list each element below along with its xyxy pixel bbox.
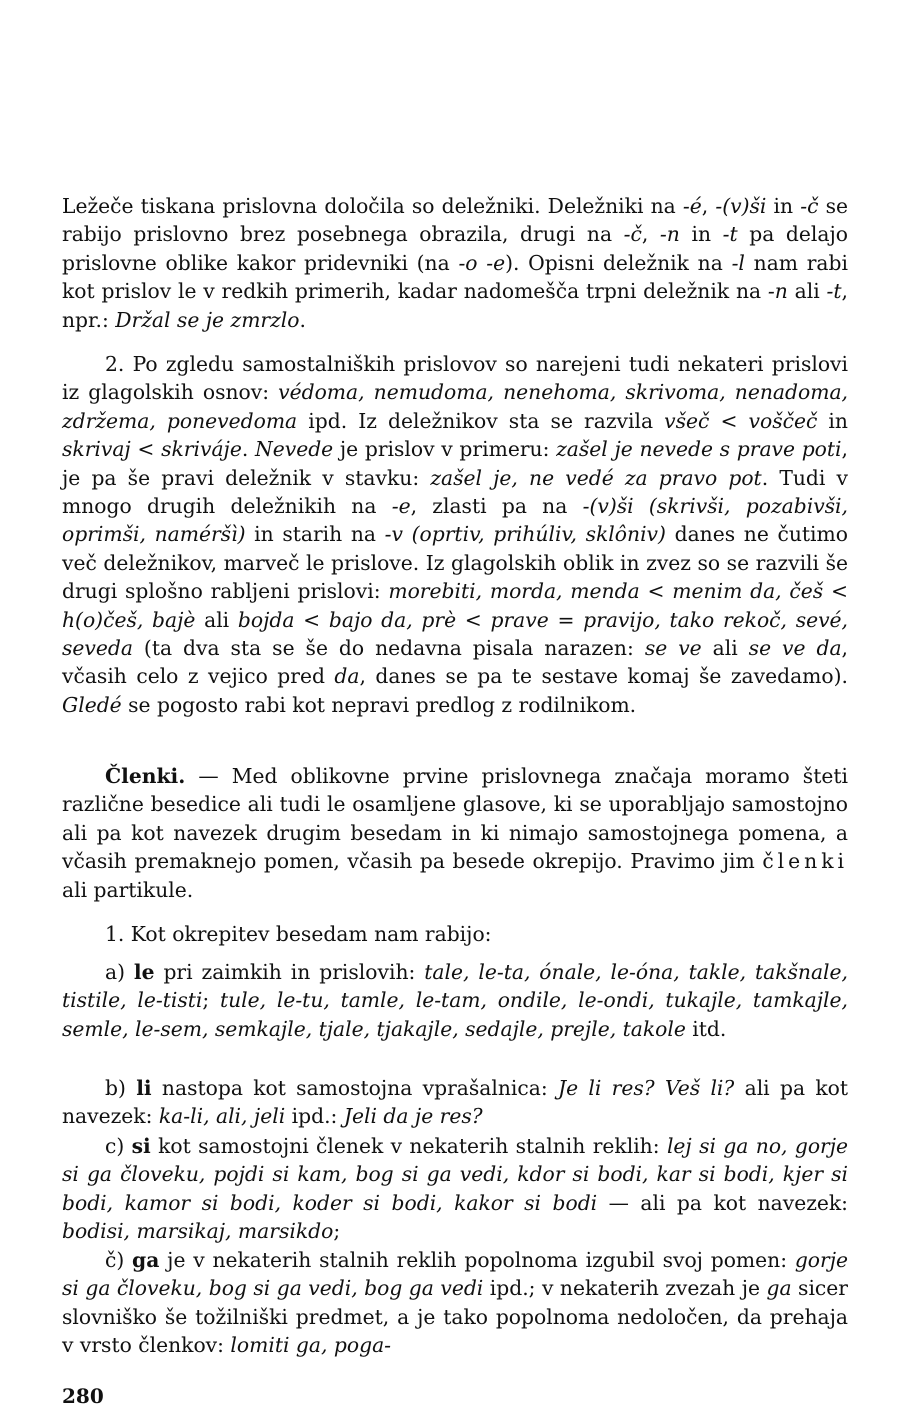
text: < <box>294 607 329 632</box>
text: , <box>641 222 660 247</box>
italic-text: ka-li, ali, jeli <box>158 1104 286 1129</box>
text: danes ne čutimo več deležnikov, marveč le prislove. Iz glagolskih oblik in zvez so se razvili še drugi splošno rabljeni prislovi: <box>62 522 848 604</box>
text: — ali pa kot navezek: <box>597 1190 849 1215</box>
text: ipd.: <box>285 1104 344 1129</box>
text: , zlasti pa na <box>410 494 583 519</box>
text: b) <box>105 1076 137 1100</box>
bold-term: si <box>131 1134 151 1158</box>
italic-text: -č <box>623 222 642 247</box>
text: , <box>701 194 716 218</box>
italic-text: -n <box>767 279 788 304</box>
italic-text: -v (oprtiv, prihúliv, sklôniv) <box>384 522 666 547</box>
text: . <box>299 307 306 332</box>
italic-text: prave <box>490 607 549 632</box>
text: . Tudi v mnogo drugih deležnikih na <box>62 465 848 519</box>
text: ; <box>202 988 220 1013</box>
italic-text: -e <box>391 494 411 519</box>
paragraph-participles <box>62 192 848 334</box>
italic-text: se ve da <box>748 636 842 661</box>
text: ). Opisni deležnik na <box>505 250 732 275</box>
text: Ležeče tiskana prislovna določila so deležniki. Deležniki na <box>62 194 683 218</box>
paragraph-particles-intro <box>62 762 848 904</box>
italic-text: skriváje <box>161 437 242 462</box>
italic-text: tule, le-tu, tamle, le-tam, ondile, le-ondi, tukajle, tamkajle, semle, le-sem, semkajle, tjale, tjakajle, sedajle, prejle, takole <box>62 988 848 1041</box>
italic-text: Jeli da je res? <box>343 1104 483 1129</box>
text: in <box>766 194 801 218</box>
text: ali <box>701 636 749 661</box>
text: , danes se pa te sestave komaj še zavedamo). <box>359 664 848 689</box>
italic-text: bajo da, prè <box>328 607 457 632</box>
text: in starih na <box>245 522 385 547</box>
text: sicer slovniško še tožilniški predmet, a je tako popolnoma nedoločen, da prehaja v vrsto členkov: <box>62 1276 848 1358</box>
list-item-b <box>62 1074 848 1131</box>
italic-text: -l <box>731 250 745 275</box>
italic-text: Nevede <box>254 437 334 462</box>
text: pri zaimkih in prislovih: <box>154 960 425 984</box>
italic-text: Gledé <box>62 692 122 717</box>
italic-text: -č <box>800 194 819 218</box>
italic-text: Je li res? Veš li? <box>557 1076 735 1100</box>
italic-text: da <box>334 664 360 689</box>
italic-text: tale, le-ta, ónale, le-óna, takle, takšnale, tistile, le-tisti <box>62 960 848 1013</box>
text: se pogosto rabi kot nepravi predlog z rodilnikom. <box>121 692 637 717</box>
italic-text: -é <box>682 194 702 218</box>
text: 2. Po zgledu samostalniških prislovov so narejeni tudi nekateri prislovi iz glagolskih osnov: <box>62 352 848 405</box>
bold-term: ga <box>132 1248 160 1272</box>
text: — Med oblikovne prvine prislovnega značaja moramo šteti različne besedice ali tudi le osamljene glasove, ki se uporabljajo samostojno ali pa kot navezek drugim besedam in ki nimajo samostojnega pomena, a včasih premaknejo pomen, včasih pa besede okrepijo. Pravimo jim <box>62 764 848 874</box>
text: , včasih celo z vejico pred <box>62 636 848 689</box>
italic-text: pravijo, tako rekoč, sevé, seveda <box>62 607 849 661</box>
italic-text: zašel je nevede s prave poti <box>556 437 842 462</box>
italic-text: lej si ga no, gorje si ga človeku, pojdi si kam, bog si ga vedi, kdor si bodi, kar si bodi, kjer si bodi, kamor si bodi, koder si bodi, kakor si bodi <box>62 1134 849 1215</box>
italic-text: bodisi, marsikaj, marsikdo <box>62 1219 334 1244</box>
italic-text: -(v)ši <box>715 194 767 218</box>
text: ; <box>333 1219 341 1244</box>
text: ali <box>195 607 238 632</box>
italic-text: se ve <box>644 636 702 661</box>
italic-text: ga <box>766 1276 792 1301</box>
text: c) <box>105 1134 132 1158</box>
text: < <box>130 437 162 462</box>
italic-text: voščeč <box>748 408 818 433</box>
text: < <box>456 607 491 632</box>
italic-text: -(v)ši (skrivši, pozabivši, oprimši, naméršì) <box>62 494 848 547</box>
italic-text: h(o)češ, bajè <box>62 607 196 632</box>
italic-text: zašel je, ne vedé za pravo pot <box>430 465 762 490</box>
bold-term: le <box>133 960 155 984</box>
italic-text: Držal se je zmrzlo <box>115 307 300 332</box>
text: je v nekaterih stalnih reklih popolnoma izgubil svoj pomen: <box>159 1248 795 1272</box>
section-heading: Členki. <box>105 764 186 788</box>
italic-text: -o -e <box>458 250 506 275</box>
text: = <box>548 607 584 632</box>
text: ali <box>787 279 827 304</box>
paragraph-list-intro <box>62 920 848 948</box>
text: č) <box>105 1248 133 1272</box>
italic-text: bojda <box>237 607 295 632</box>
text: 1. Kot okrepitev besedam nam rabijo: <box>105 922 492 946</box>
italic-text: menim da, češ <box>672 579 824 604</box>
spaced-term: členki <box>762 849 848 874</box>
text: in <box>679 222 723 247</box>
italic-text: lomiti ga, poga- <box>230 1333 392 1358</box>
text: ipd.; v nekaterih zvezah je <box>483 1276 767 1301</box>
list-item-a <box>62 958 848 1043</box>
paragraph-adverbs-from-verbs <box>62 350 848 719</box>
text: ipd. Iz deležnikov sta se razvila <box>297 408 665 433</box>
text: a) <box>105 960 134 984</box>
italic-text: gorje si ga človeku, bog si ga vedi, bog ga vedi <box>62 1248 848 1301</box>
text: se rabijo prislovno brez posebnega obrazila, drugi na <box>62 194 848 247</box>
text: < <box>709 408 749 433</box>
text: nastopa kot samostojna vprašalnica: <box>151 1076 558 1100</box>
list-item-c-caron <box>62 1246 848 1360</box>
text: pa delajo prislovne oblike kakor pridevniki (na <box>62 222 848 275</box>
text: , npr.: <box>62 279 848 332</box>
italic-text: -n <box>659 222 680 247</box>
italic-text: -t <box>826 279 842 304</box>
text: , je pa še pravi deležnik v stavku: <box>62 437 848 490</box>
italic-text: skrivaj <box>62 437 131 462</box>
text: nam rabi kot prislov le v redkih primerih, kadar nadomešča trpni deležnik na <box>62 250 848 304</box>
text: . <box>241 437 255 462</box>
text: in <box>817 408 848 433</box>
page-number: 280 <box>62 1384 104 1408</box>
text: je prislov v primeru: <box>333 437 557 462</box>
text: (ta dva sta se še do nedavna pisala narazen: <box>132 636 645 661</box>
bold-term: li <box>136 1076 152 1100</box>
text: ali partikule. <box>62 877 194 902</box>
italic-text: védoma, nemudoma, nenehoma, skrivoma, nenadoma, zdržema, ponevedoma <box>62 380 848 433</box>
text: kot samostojni členek v nekaterih stalnih reklih: <box>150 1134 667 1158</box>
italic-text: morebiti, morda, menda <box>388 579 640 604</box>
text: < <box>639 579 673 604</box>
italic-text: -t <box>722 222 738 247</box>
text: ali pa kot navezek: <box>62 1076 848 1129</box>
list-item-c <box>62 1132 848 1246</box>
text: < <box>823 579 849 604</box>
italic-text: všeč <box>664 408 710 433</box>
text: itd. <box>685 1016 727 1041</box>
